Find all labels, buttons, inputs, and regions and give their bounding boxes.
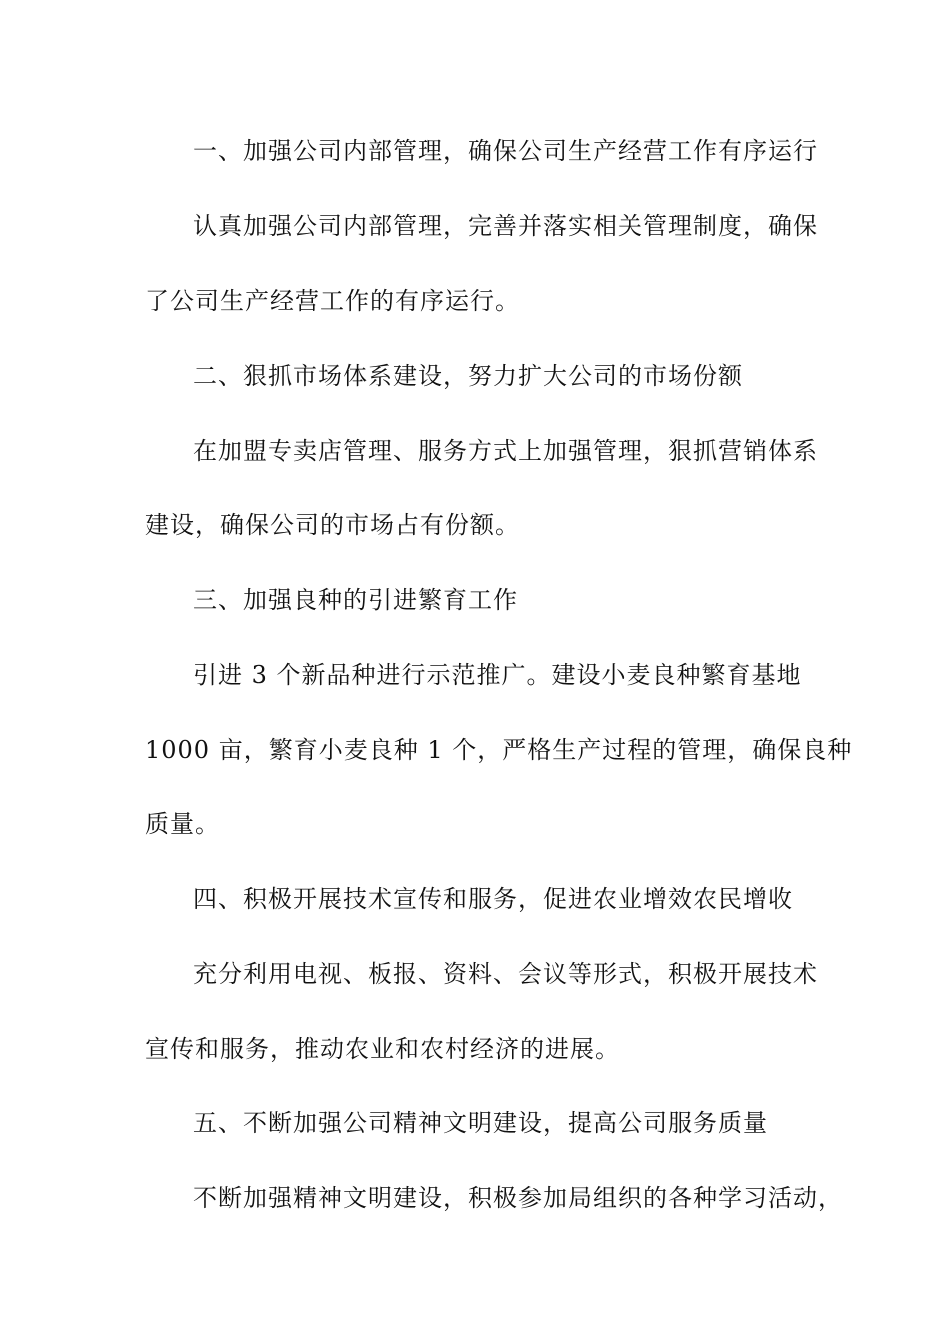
paragraph-2-line-2: 建设，确保公司的市场占有份额。 [145,511,520,539]
paragraph-3-line-3: 质量。 [145,810,220,838]
paragraph-1-line-1: 认真加强公司内部管理，完善并落实相关管理制度，确保 [193,212,818,240]
heading-4: 四、积极开展技术宣传和服务，促进农业增效农民增收 [193,885,793,913]
paragraph-2-line-1: 在加盟专卖店管理、服务方式上加强管理，狠抓营销体系 [193,437,818,465]
paragraph-4-line-1: 充分利用电视、板报、资料、会议等形式，积极开展技术 [193,960,818,988]
paragraph-1-line-2: 了公司生产经营工作的有序运行。 [145,287,520,315]
heading-2: 二、狠抓市场体系建设，努力扩大公司的市场份额 [193,362,743,390]
heading-5: 五、不断加强公司精神文明建设，提高公司服务质量 [193,1109,768,1137]
paragraph-3-line-2: 1000 亩，繁育小麦良种 1 个，严格生产过程的管理，确保良种 [145,736,853,764]
paragraph-3-line-1: 引进 3 个新品种进行示范推广。建设小麦良种繁育基地 [193,661,802,689]
heading-3: 三、加强良种的引进繁育工作 [193,586,518,614]
heading-1: 一、加强公司内部管理，确保公司生产经营工作有序运行 [193,137,818,165]
paragraph-5-line-1: 不断加强精神文明建设，积极参加局组织的各种学习活动， [193,1184,843,1212]
paragraph-4-line-2: 宣传和服务，推动农业和农村经济的进展。 [145,1035,620,1063]
